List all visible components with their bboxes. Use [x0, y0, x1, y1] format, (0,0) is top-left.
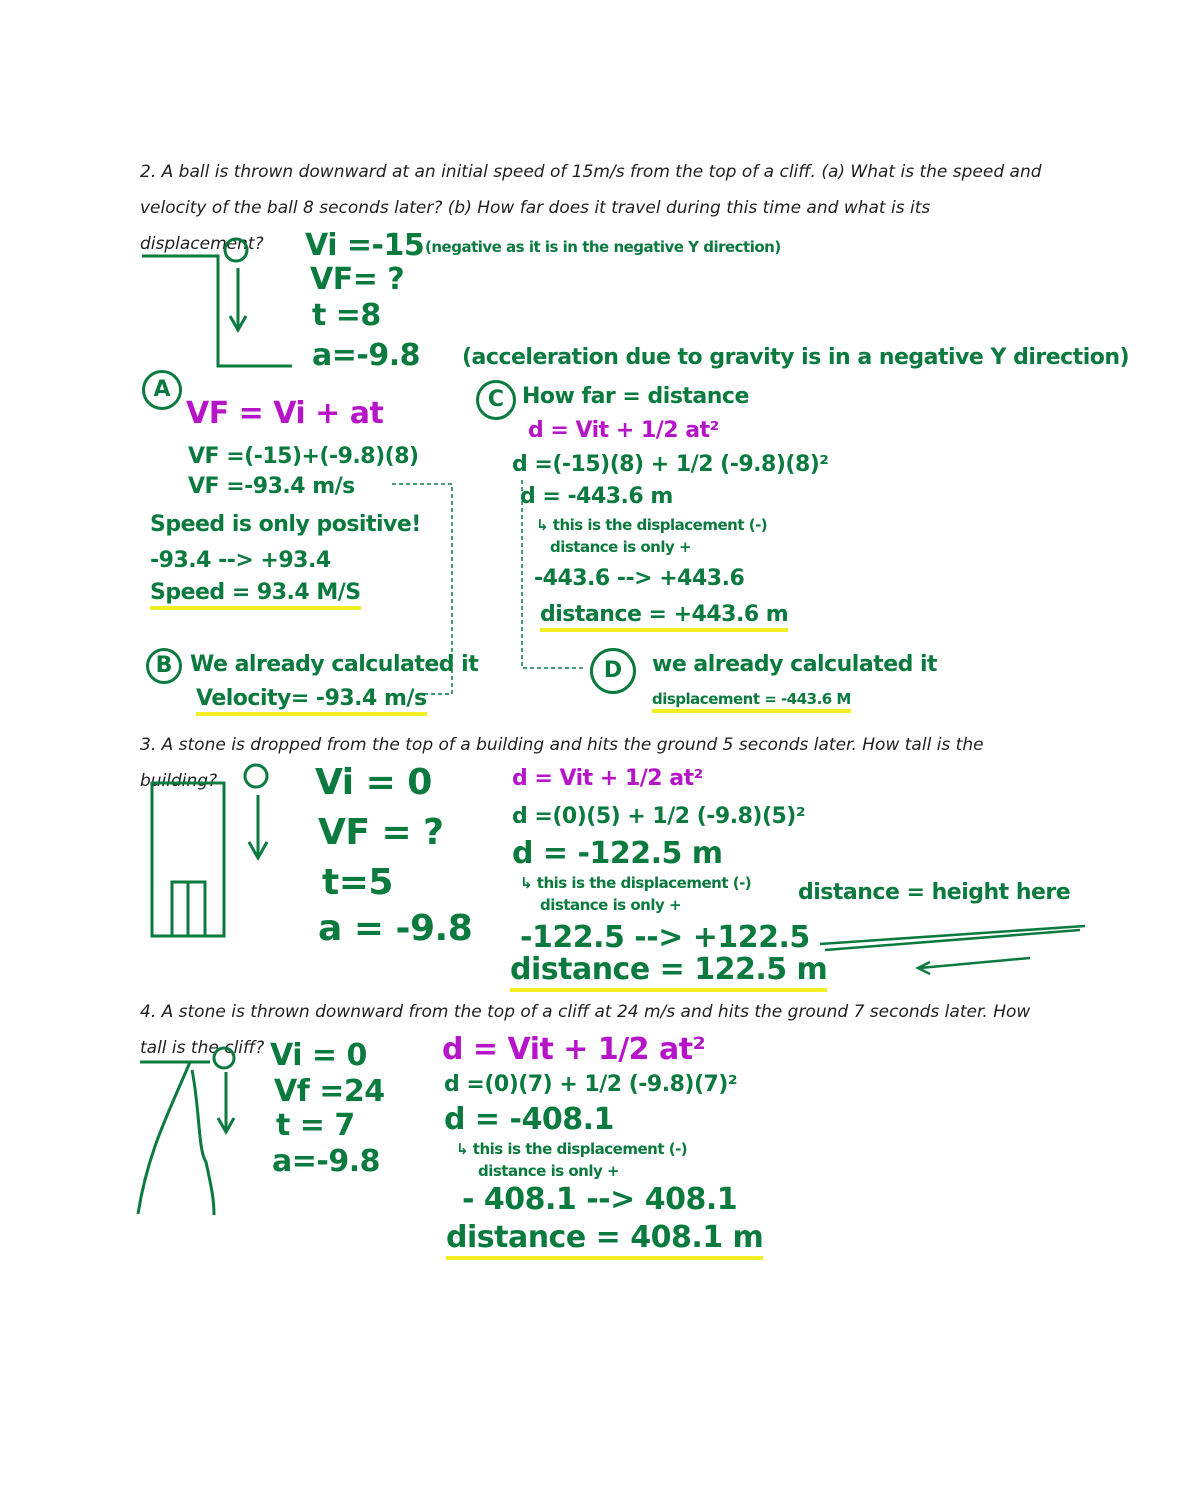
p3-a: a = -9.8: [318, 908, 473, 949]
p2-d-answer: displacement = -443.6 M: [652, 690, 851, 713]
p4-note-1: ↳ this is the displacement (-): [456, 1140, 688, 1158]
p4-conversion: - 408.1 --> 408.1: [462, 1182, 738, 1217]
p3-substitution: d =(0)(5) + 1/2 (-9.8)(5)²: [512, 804, 806, 829]
p2-cliff-sketch: [142, 239, 292, 366]
p2-marker-b: B: [146, 648, 182, 684]
p2-b-note: We already calculated it: [190, 652, 479, 677]
p2-a: a=-9.8: [312, 338, 420, 373]
p2-c-result: d = -443.6 m: [520, 484, 673, 509]
p2-c-note-2: distance is only +: [550, 538, 692, 556]
p2-c-formula: d = Vit + 1/2 at²: [528, 418, 719, 443]
p2-d-note: we already calculated it: [652, 652, 938, 677]
p4-result: d = -408.1: [444, 1102, 614, 1137]
p2-vi: Vi =-15: [305, 228, 425, 263]
question-4: 4. A stone is thrown downward from the top of a cliff at 24 m/s and hits the ground 7 seconds later. How tall is the cliff?: [140, 1002, 1031, 1058]
p3-conversion: -122.5 --> +122.5: [520, 920, 810, 955]
p4-t: t = 7: [276, 1108, 355, 1143]
p4-vi: Vi = 0: [270, 1038, 367, 1073]
p2-c-substitution: d =(-15)(8) + 1/2 (-9.8)(8)²: [512, 452, 829, 477]
p2-c-note-1: ↳ this is the displacement (-): [536, 516, 768, 534]
p3-formula: d = Vit + 1/2 at²: [512, 766, 703, 791]
p3-note-1: ↳ this is the displacement (-): [520, 874, 752, 892]
p2-c-answer: distance = +443.6 m: [540, 602, 788, 632]
p3-building-sketch: [152, 765, 267, 936]
p2-t: t =8: [312, 298, 381, 333]
p2-vi-note: (negative as it is in the negative Y direction): [425, 238, 781, 256]
p2-c-heading: How far = distance: [522, 384, 749, 409]
p2-a-answer: Speed = 93.4 M/S: [150, 580, 361, 610]
p3-t: t=5: [322, 862, 393, 903]
p2-a-formula: VF = Vi + at: [186, 396, 384, 431]
p4-formula: d = Vit + 1/2 at²: [442, 1032, 706, 1067]
p2-vf: VF= ?: [310, 262, 405, 297]
p2-a-conversion: -93.4 --> +93.4: [150, 548, 331, 573]
p4-answer: distance = 408.1 m: [446, 1220, 763, 1260]
p4-vf: Vf =24: [274, 1074, 385, 1109]
p3-result: d = -122.5 m: [512, 836, 723, 871]
p2-marker-a: A: [142, 370, 182, 410]
p3-vf: VF = ?: [318, 812, 444, 853]
p3-arrow-lines: [820, 926, 1085, 974]
p2-a-note: (acceleration due to gravity is in a negative Y direction): [462, 345, 1130, 370]
p3-answer: distance = 122.5 m: [510, 952, 827, 992]
p4-a: a=-9.8: [272, 1144, 380, 1179]
p3-side-note: distance = height here: [798, 880, 1071, 905]
p4-cliff-sketch: [138, 1048, 234, 1215]
p3-vi: Vi = 0: [315, 762, 432, 803]
question-3: 3. A stone is dropped from the top of a building and hits the ground 5 seconds later. How tall is the building?: [140, 735, 984, 791]
p2-b-answer: Velocity= -93.4 m/s: [196, 686, 427, 716]
p2-a-substitution: VF =(-15)+(-9.8)(8): [188, 444, 419, 469]
p2-marker-d: D: [590, 648, 636, 694]
p4-substitution: d =(0)(7) + 1/2 (-9.8)(7)²: [444, 1072, 738, 1097]
p2-marker-c: C: [476, 380, 516, 420]
p2-c-conversion: -443.6 --> +443.6: [534, 566, 745, 591]
p2-a-result: VF =-93.4 m/s: [188, 474, 355, 499]
question-2: 2. A ball is thrown downward at an initial speed of 15m/s from the top of a cliff. (a) What is the speed and velocity of the ball 8 seconds later? (b) How far does it travel during this time and what is its displacement?: [140, 162, 1042, 254]
p3-note-2: distance is only +: [540, 896, 682, 914]
p2-a-note: Speed is only positive!: [150, 512, 421, 537]
p4-note-2: distance is only +: [478, 1162, 620, 1180]
